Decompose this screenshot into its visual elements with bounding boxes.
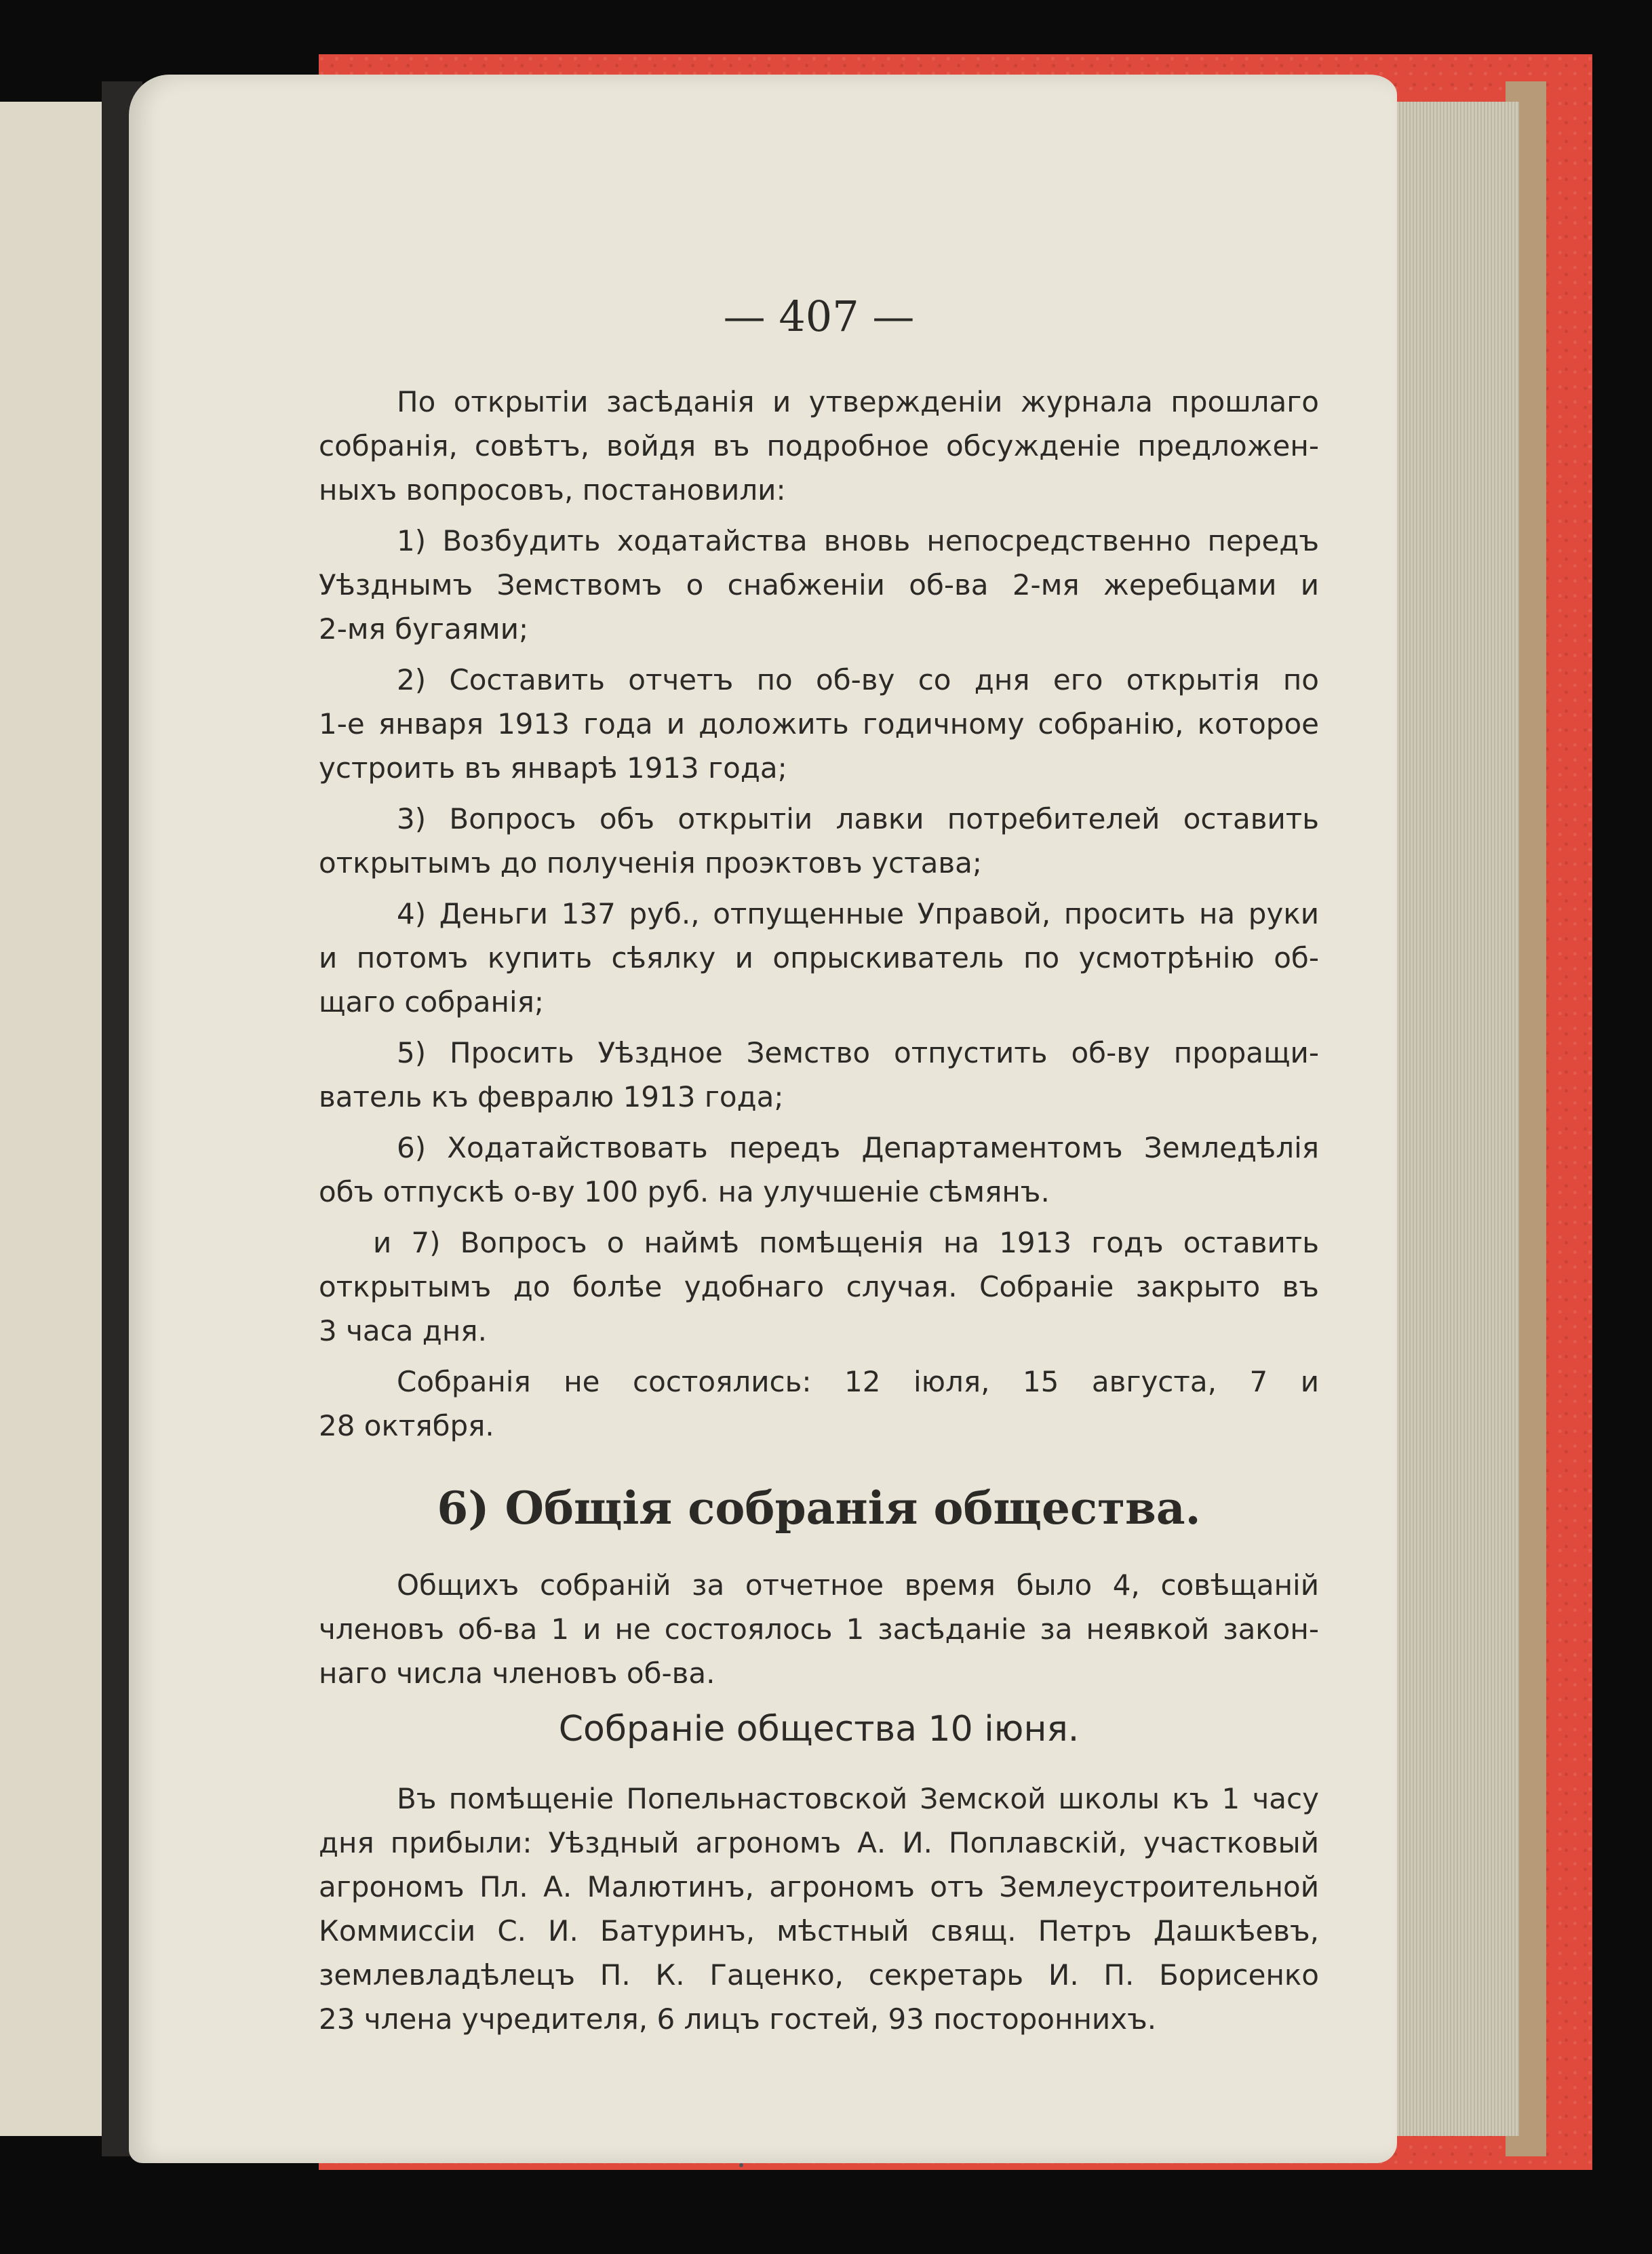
text-line: открытымъ до полученія проэктовъ устава;: [319, 846, 982, 879]
text-line: устроить въ январѣ 1913 года;: [319, 751, 787, 785]
text-line: 3 часа дня.: [319, 1314, 487, 1347]
text-line: 28 октября.: [319, 1409, 494, 1442]
text-line: 1) Возбудить ходатайства вновь непосредственно передъ: [397, 524, 1319, 557]
paragraph-item-2: [319, 658, 1319, 790]
final-paragraph: [319, 1777, 1319, 2041]
text-line: агрономъ Пл. А. Малютинъ, агрономъ отъ Землеустроительной: [319, 1870, 1319, 1903]
text-line: 4) Деньги 137 руб., отпущенные Управой, просить на руки: [397, 897, 1319, 930]
section-heading: 6) Общія собранія общества.: [437, 1482, 1201, 1535]
paragraph-item-1: [319, 519, 1319, 651]
text-line: Уѣзднымъ Земствомъ о снабженіи об-ва 2-мя жеребцами и: [319, 568, 1319, 601]
text-line: и потомъ купить сѣялку и опрыскиватель по усмотрѣнію об-: [319, 941, 1319, 974]
text-line: 2-мя бугаями;: [319, 612, 529, 646]
text-line: собранія, совѣтъ, войдя въ подробное обсужденіе предложен-: [319, 429, 1319, 462]
text-line: щаго собранія;: [319, 985, 545, 1019]
page-edges: [1383, 102, 1519, 2136]
page-number: — 407 —: [723, 292, 915, 341]
text-line: ватель къ февралю 1913 года;: [319, 1080, 784, 1113]
paragraph-item-6: [319, 1126, 1319, 1214]
text-line: наго числа членовъ об-ва.: [319, 1657, 715, 1690]
paragraph-item-7: [319, 1221, 1319, 1353]
paragraph-item-4: [319, 892, 1319, 1024]
text-line: землевладѣлецъ П. К. Гаценко, секретарь И. П. Борисенко: [319, 1958, 1319, 1992]
text-line: членовъ об-ва 1 и не состоялось 1 засѣданіе за неявкой закон-: [319, 1613, 1319, 1646]
section-paragraph: [319, 1563, 1319, 1695]
text-line: открытымъ до болѣе удобнаго случая. Собраніе закрыто въ: [319, 1270, 1319, 1303]
ink-speck: [739, 2163, 743, 2167]
text-line: Общихъ собраній за отчетное время было 4, совѣщаній: [397, 1568, 1319, 1602]
text-line: 6) Ходатайствовать передъ Департаментомъ Земледѣлія: [397, 1131, 1319, 1164]
text-line: и 7) Вопросъ о наймѣ помѣщенія на 1913 годъ оставить: [373, 1226, 1319, 1259]
text-line: По открытіи засѣданія и утвержденіи журнала прошлаго: [397, 385, 1319, 418]
text-line: Въ помѣщеніе Попельнастовской Земской школы къ 1 часу: [397, 1782, 1319, 1815]
text-line: 2) Составить отчетъ по об-ву со дня его открытія по: [397, 663, 1319, 696]
paragraph-item-3: [319, 797, 1319, 885]
paragraph-intro: [319, 380, 1319, 512]
text-line: объ отпускѣ о-ву 100 руб. на улучшеніе сѣмянъ.: [319, 1175, 1050, 1208]
book-page: [129, 75, 1397, 2163]
text-line: 23 члена учредителя, 6 лицъ гостей, 93 постороннихъ.: [319, 2002, 1157, 2036]
subheading: Собраніе общества 10 іюня.: [558, 1709, 1080, 1749]
left-page-edge: [0, 102, 115, 2136]
paragraph-not-held: [319, 1360, 1319, 1448]
text-line: ныхъ вопросовъ, постановили:: [319, 473, 786, 507]
text-line: 5) Просить Уѣздное Земство отпустить об-ву проращи-: [397, 1036, 1319, 1069]
text-line: Коммиссіи С. И. Батуринъ, мѣстный свящ. Петръ Дашкѣевъ,: [319, 1914, 1319, 1947]
text-line: 1-е января 1913 года и доложить годичному собранію, которое: [319, 707, 1319, 740]
paragraph-item-5: [319, 1031, 1319, 1119]
text-line: дня прибыли: Уѣздный агрономъ А. И. Поплавскій, участковый: [319, 1826, 1319, 1859]
text-line: Собранія не состоялись: 12 іюля, 15 августа, 7 и: [397, 1365, 1319, 1398]
text-line: 3) Вопросъ объ открытіи лавки потребителей оставить: [397, 802, 1319, 835]
